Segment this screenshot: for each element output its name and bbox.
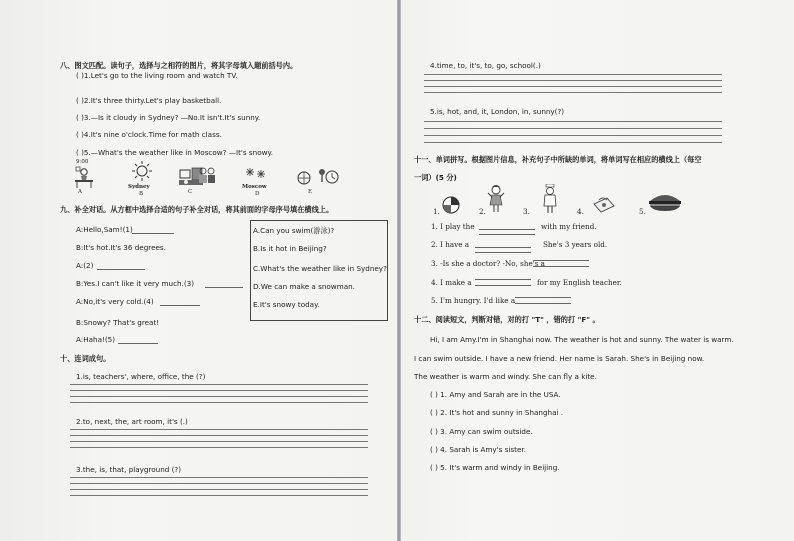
section-9-title: 九、补全对话。从方框中选择合适的句子补全对话，将其前面的字母序号填在横线上。 [60, 205, 334, 214]
hamburger-picture [647, 192, 683, 212]
section-10-title: 十、连词成句。 [60, 354, 111, 363]
caption-a: A [78, 189, 82, 195]
s10-item-1: 1.is, teachers', where, office, the (?) [76, 372, 206, 381]
dialog-line-4: B:Yes.I can't like it very much.(3) [76, 279, 195, 288]
option-a: A.Can you swim(游泳)? [253, 226, 335, 235]
s11-sentence-3-pre: 3. -Is she a doctor? -No, she's a [431, 259, 545, 268]
option-c: C.What's the weather like in Sydney? [253, 264, 387, 273]
dialog-line-1: A:Hello,Sam!(1) [76, 225, 133, 234]
s10-item-5: 5.is, hot, and, it, London, in, sunny(?) [430, 107, 565, 116]
s10-item-3: 3.the, is, that, playground (?) [76, 465, 182, 474]
s12-item-2: ( ) 2. It's hot and sunny in Shanghai . [430, 408, 564, 417]
s12-item-4: ( ) 4. Sarah is Amy's sister. [430, 445, 526, 454]
s8-item-5: ( )5.—What's the weather like in Moscow? —It's snowy. [76, 148, 273, 157]
section-11-title-2: 一词）(5 分) [414, 173, 457, 182]
s8-item-3: ( )3.—Is it cloudy in Sydney? —No.It isn't.It's sunny. [76, 113, 261, 122]
s11-sentence-4-post: for my English teacher. [537, 278, 622, 287]
girl-picture [487, 184, 505, 214]
option-b: B.Is it hot in Beijing? [253, 244, 327, 253]
basketball-clock-picture [296, 166, 340, 188]
dialog-line-7: A:Haha!(5) [76, 335, 116, 344]
pic-num-1: 1. [433, 207, 440, 216]
caption-sydney: Sydney [128, 184, 150, 190]
snow-picture [244, 164, 268, 184]
caption-b: B [139, 191, 144, 197]
pic-num-5: 5. [639, 207, 646, 216]
s11-sentence-1-post: with my friend. [541, 222, 597, 231]
s11-sentence-5-pre: 5. I'm hungry. I'd like a [431, 296, 516, 305]
s12-item-1: ( ) 1. Amy and Sarah are in the USA. [430, 390, 561, 399]
kids-playing-picture [196, 166, 218, 186]
pic-num-3: 3. [523, 207, 530, 216]
dialog-line-6: B:Snowy? That's great! [76, 318, 160, 327]
dialog-line-5: A:No,it's very cold.(4) [76, 297, 154, 306]
nurse-picture [541, 184, 559, 214]
sun-picture [130, 160, 154, 182]
pic-num-4: 4. [577, 207, 584, 216]
s11-sentence-1-pre: 1. I play the [431, 222, 475, 231]
passage-line-1: Hi, I am Amy.I'm in Shanghai now. The weather is hot and sunny. The water is warm. [430, 335, 734, 344]
s11-sentence-2-pre: 2. I have a [431, 240, 470, 249]
caption-moscow: Moscow [242, 184, 267, 190]
pic-num-2: 2. [479, 207, 486, 216]
s12-item-3: ( ) 3. Amy can swim outside. [430, 427, 533, 436]
s8-item-2: ( )2.It's three thirty.Let's play basketball. [76, 96, 222, 105]
card-picture [591, 194, 617, 216]
s11-sentence-4-pre: 4. I make a [431, 278, 472, 287]
s10-item-4: 4.time, to, it's, to, go, school(.) [430, 61, 541, 70]
caption-d: D [255, 191, 260, 197]
s8-item-4: ( )4.It's nine o'clock.Time for math class. [76, 130, 222, 139]
section-8-title: 八、图文匹配。读句子，选择与之相符的图片，将其字母填入题前括号内。 [60, 61, 298, 70]
passage-line-3: The weather is warm and windy. She can fly a kite. [414, 372, 597, 381]
dialog-line-2: B:It's hot.It's 36 degrees. [76, 243, 166, 252]
section-12-title: 十二、阅读短文，判断对错，对的打 "T" ，错的打 "F" 。 [414, 315, 600, 324]
dialog-line-3: A:(2) [76, 261, 94, 270]
s11-sentence-2-post: She's 3 years old. [543, 240, 608, 249]
ball-picture [441, 195, 461, 215]
s10-item-2: 2.to, next, the, art room, it's (.) [76, 417, 188, 426]
section-11-title: 十一、单词拼写。根据图片信息，补充句子中所缺的单词，将单词写在相应的横线上（每空 [414, 155, 702, 164]
kid-at-desk-picture [74, 166, 96, 188]
right-page [401, 0, 794, 541]
option-d: D.We can make a snowman. [253, 282, 355, 291]
clock-time-label: 9:00 [76, 159, 89, 165]
caption-c: C [188, 189, 193, 195]
s12-item-5: ( ) 5. It's warm and windy in Beijing. [430, 463, 560, 472]
passage-line-2: I can swim outside. I have a new friend. Her name is Sarah. She's in Beijing now. [414, 354, 705, 363]
caption-e: E [308, 189, 313, 195]
option-e: E.It's snowy today. [253, 300, 320, 309]
s8-item-1: ( )1.Let's go to the living room and watch TV. [76, 71, 238, 80]
